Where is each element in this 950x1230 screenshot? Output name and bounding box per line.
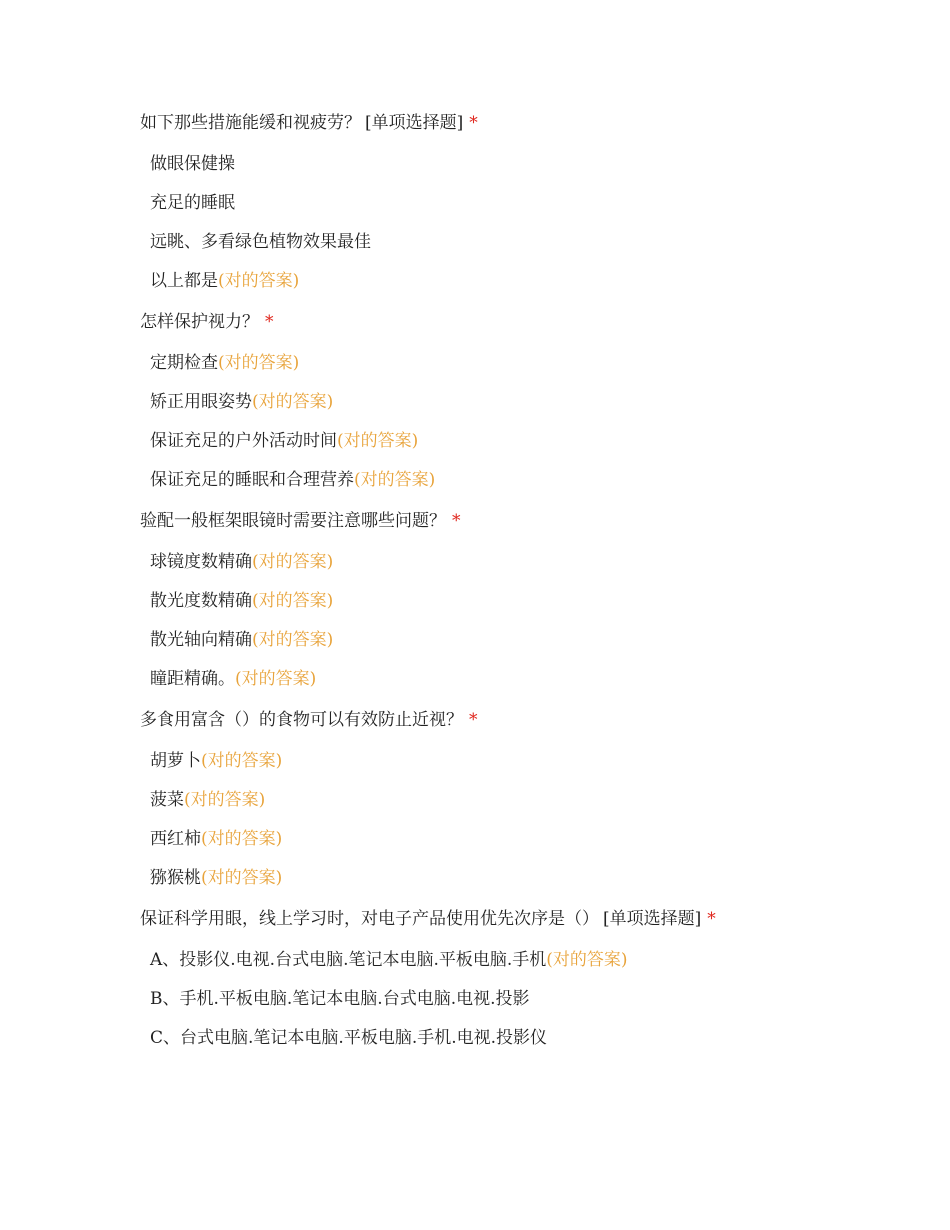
question-type-label: [单项选择题]	[365, 113, 464, 133]
required-mark: *	[707, 909, 716, 929]
question-2	[140, 309, 900, 493]
correct-answer-mark: (对的答案)	[201, 829, 283, 849]
option-text: 定期检查	[150, 353, 218, 373]
correct-answer-mark: (对的答案)	[354, 470, 436, 490]
option-text: 远眺、多看绿色植物效果最佳	[150, 232, 371, 252]
option-item	[150, 350, 900, 376]
option-item	[150, 268, 900, 294]
option-item	[150, 389, 900, 415]
correct-answer-mark: (对的答案)	[252, 630, 334, 650]
option-text: 保证充足的睡眠和合理营养	[150, 470, 354, 490]
question-4	[140, 707, 900, 891]
option-text: B、手机.平板电脑.笔记本电脑.台式电脑.电视.投影	[150, 989, 530, 1009]
required-mark: *	[452, 511, 461, 531]
option-text: 做眼保健操	[150, 154, 235, 174]
question-text: 怎样保护视力？	[140, 312, 259, 332]
option-item	[150, 947, 900, 973]
correct-answer-mark: (对的答案)	[218, 353, 300, 373]
required-mark: *	[265, 312, 274, 332]
required-mark: *	[469, 113, 478, 133]
option-text: 矫正用眼姿势	[150, 392, 252, 412]
option-item	[150, 826, 900, 852]
question-text: 如下那些措施能缓和视疲劳？	[140, 113, 361, 133]
correct-answer-mark: (对的答案)	[184, 790, 266, 810]
option-item	[150, 1025, 900, 1051]
required-mark: *	[469, 710, 478, 730]
option-item	[150, 787, 900, 813]
option-text: 胡萝卜	[150, 751, 201, 771]
question-title	[140, 906, 900, 932]
option-item	[150, 986, 900, 1012]
correct-answer-mark: (对的答案)	[201, 751, 283, 771]
option-text: 以上都是	[150, 271, 218, 291]
question-5	[140, 906, 900, 1051]
option-text: 猕猴桃	[150, 868, 201, 888]
question-3	[140, 508, 900, 692]
question-text: 多食用富含（）的食物可以有效防止近视？	[140, 710, 463, 730]
option-list	[140, 151, 900, 294]
option-text: 保证充足的户外活动时间	[150, 431, 337, 451]
option-item	[150, 151, 900, 177]
option-item	[150, 627, 900, 653]
option-item	[150, 428, 900, 454]
option-item	[150, 588, 900, 614]
question-text: 保证科学用眼，线上学习时，对电子产品使用优先次序是（）	[140, 909, 599, 929]
question-text: 验配一般框架眼镜时需要注意哪些问题？	[140, 511, 446, 531]
option-list	[140, 350, 900, 493]
option-text: 西红柿	[150, 829, 201, 849]
question-type-label: [单项选择题]	[603, 909, 702, 929]
question-title	[140, 110, 900, 136]
option-item	[150, 190, 900, 216]
correct-answer-mark: (对的答案)	[337, 431, 419, 451]
option-list	[140, 748, 900, 891]
question-title	[140, 508, 900, 534]
option-text: 球镜度数精确	[150, 552, 252, 572]
option-text: 散光度数精确	[150, 591, 252, 611]
question-title	[140, 707, 900, 733]
correct-answer-mark: (对的答案)	[201, 868, 283, 888]
correct-answer-mark: (对的答案)	[546, 950, 628, 970]
option-item	[150, 666, 900, 692]
option-item	[150, 549, 900, 575]
option-text: A、投影仪.电视.台式电脑.笔记本电脑.平板电脑.手机	[150, 950, 547, 970]
option-list	[140, 947, 900, 1051]
option-text: 菠菜	[150, 790, 184, 810]
quiz-document	[140, 110, 900, 1066]
option-text: 散光轴向精确	[150, 630, 252, 650]
option-item	[150, 229, 900, 255]
option-text: 瞳距精确。	[150, 669, 235, 689]
correct-answer-mark: (对的答案)	[252, 591, 334, 611]
correct-answer-mark: (对的答案)	[235, 669, 317, 689]
correct-answer-mark: (对的答案)	[252, 392, 334, 412]
question-title	[140, 309, 900, 335]
correct-answer-mark: (对的答案)	[252, 552, 334, 572]
option-list	[140, 549, 900, 692]
option-item	[150, 467, 900, 493]
option-text: C、台式电脑.笔记本电脑.平板电脑.手机.电视.投影仪	[150, 1028, 548, 1048]
option-text: 充足的睡眠	[150, 193, 235, 213]
question-1	[140, 110, 900, 294]
option-item	[150, 865, 900, 891]
option-item	[150, 748, 900, 774]
correct-answer-mark: (对的答案)	[218, 271, 300, 291]
